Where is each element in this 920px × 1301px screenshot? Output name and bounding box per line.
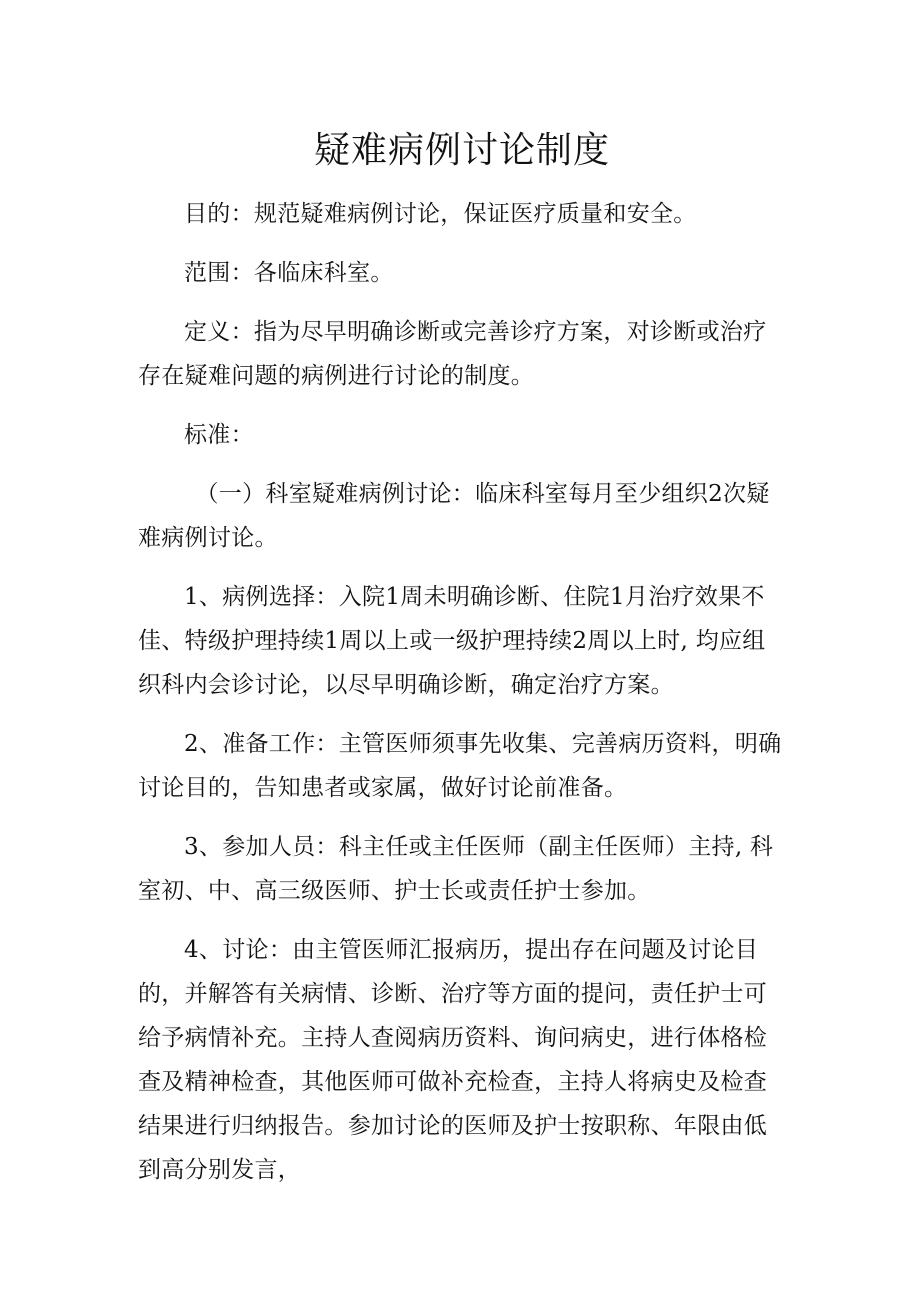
section-1-heading: （一）科室疑难病例讨论：临床科室每月至少组织2次疑难病例讨论。 — [138, 481, 770, 551]
item-1-case-selection: 1、病例选择：入院1周未明确诊断、住院1月治疗效果不佳、特级护理持续1周以上或一级护理持续2周以上时, 均应组织科内会诊讨论，以尽早明确诊断，确定治疗方案。 — [138, 584, 766, 698]
scope-paragraph: 范围：各临床科室。 — [184, 260, 394, 286]
purpose-paragraph: 目的：规范疑难病例讨论，保证医疗质量和安全。 — [184, 201, 697, 227]
item-3-participants: 3、参加人员：科主任或主任医师（副主任医师）主持, 科室初、中、高三级医师、护士长或责任护士参加。 — [138, 834, 774, 904]
definition-paragraph: 定义：指为尽早明确诊断或完善诊疗方案，对诊断或治疗存在疑难问题的病例进行讨论的制度。 — [138, 319, 767, 389]
item-4-discussion: 4、讨论：由主管医师汇报病历，提出存在问题及讨论目的，并解答有关病情、诊断、治疗等方面的提问，责任护士可给予病情补充。主持人查阅病历资料、询问病史，进行体格检查及精神检查，其他医师可做补充检查，主持人将病史及检查结果进行归纳报告。参加讨论的医师及护士按职称、年限由低到高分别发言， — [138, 937, 768, 1183]
item-2-preparation: 2、准备工作：主管医师须事先收集、完善病历资料，明确讨论目的，告知患者或家属，做好讨论前准备。 — [138, 731, 782, 801]
document-title: 疑难病例讨论制度 — [313, 130, 610, 171]
standard-label: 标准： — [184, 422, 254, 448]
document-page — [138, 122, 786, 1207]
